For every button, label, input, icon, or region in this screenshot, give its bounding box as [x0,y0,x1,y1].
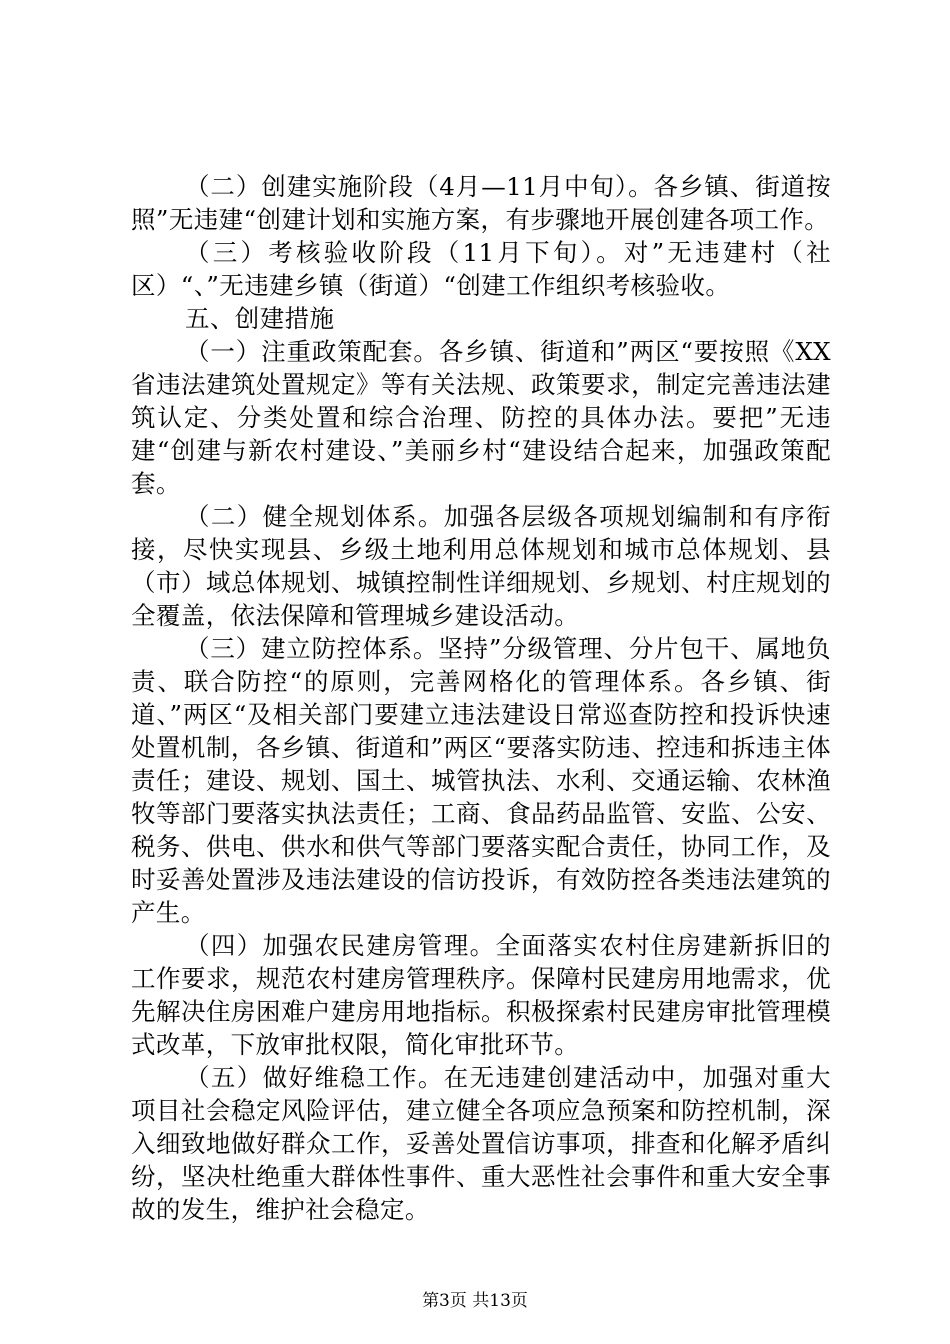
paragraph-implementation-stage: （二）创建实施阶段（4月—11月中旬）。各乡镇、街道按照”无违建“创建计划和实施方案，有步骤地开展创建各项工作。 [131,172,831,234]
page-footer: 第3页 共13页 [422,1291,528,1311]
paragraph-policy: （一）注重政策配套。各乡镇、街道和”两区“要按照《XX省违法建筑处置规定》等有关法规、政策要求，制定完善违法建筑认定、分类处置和综合治理、防控的具体办法。要把”无违建“创建与新农村建设、”美丽乡村“建设结合起来，加强政策配套。 [131,337,831,498]
paragraph-farmer-housing: （四）加强农民建房管理。全面落实农村住房建新拆旧的工作要求，规范农村建房管理秩序。保障村民建房用地需求，优先解决住房困难户建房用地指标。积极探索村民建房审批管理模式改革，下放审批权限，简化审批环节。 [131,931,831,1059]
paragraph-stability: （五）做好维稳工作。在无违建创建活动中，加强对重大项目社会稳定风险评估，建立健全各项应急预案和防控机制，深入细致地做好群众工作，妥善处置信访事项，排查和化解矛盾纠纷，坚决杜绝重大群体性事件、重大恶性社会事件和重大安全事故的发生，维护社会稳定。 [131,1063,831,1224]
paragraph-acceptance-stage: （三）考核验收阶段（11月下旬）。对”无违建村（社区）“、”无违建乡镇（街道）“创建工作组织考核验收。 [131,238,831,300]
document-body [131,170,831,1226]
paragraph-prevention: （三）建立防控体系。坚持”分级管理、分片包干、属地负责、联合防控“的原则，完善网格化的管理体系。各乡镇、街道、”两区“及相关部门要建立违法建设日常巡查防控和投诉快速处置机制，各乡镇、街道和”两区“要落实防违、控违和拆违主体责任；建设、规划、国土、城管执法、水利、交通运输、农林渔牧等部门要落实执法责任；工商、食品药品监管、安监、公安、税务、供电、供水和供气等部门要落实配合责任，协同工作，及时妥善处置涉及违法建设的信访投诉，有效防控各类违法建筑的产生。 [131,634,831,927]
paragraph-planning: （二）健全规划体系。加强各层级各项规划编制和有序衔接，尽快实现县、乡级土地利用总体规划和城市总体规划、县（市）域总体规划、城镇控制性详细规划、乡规划、村庄规划的全覆盖，依法保障和管理城乡建设活动。 [131,502,831,630]
section-heading-measures: 五、创建措施 [185,304,335,333]
